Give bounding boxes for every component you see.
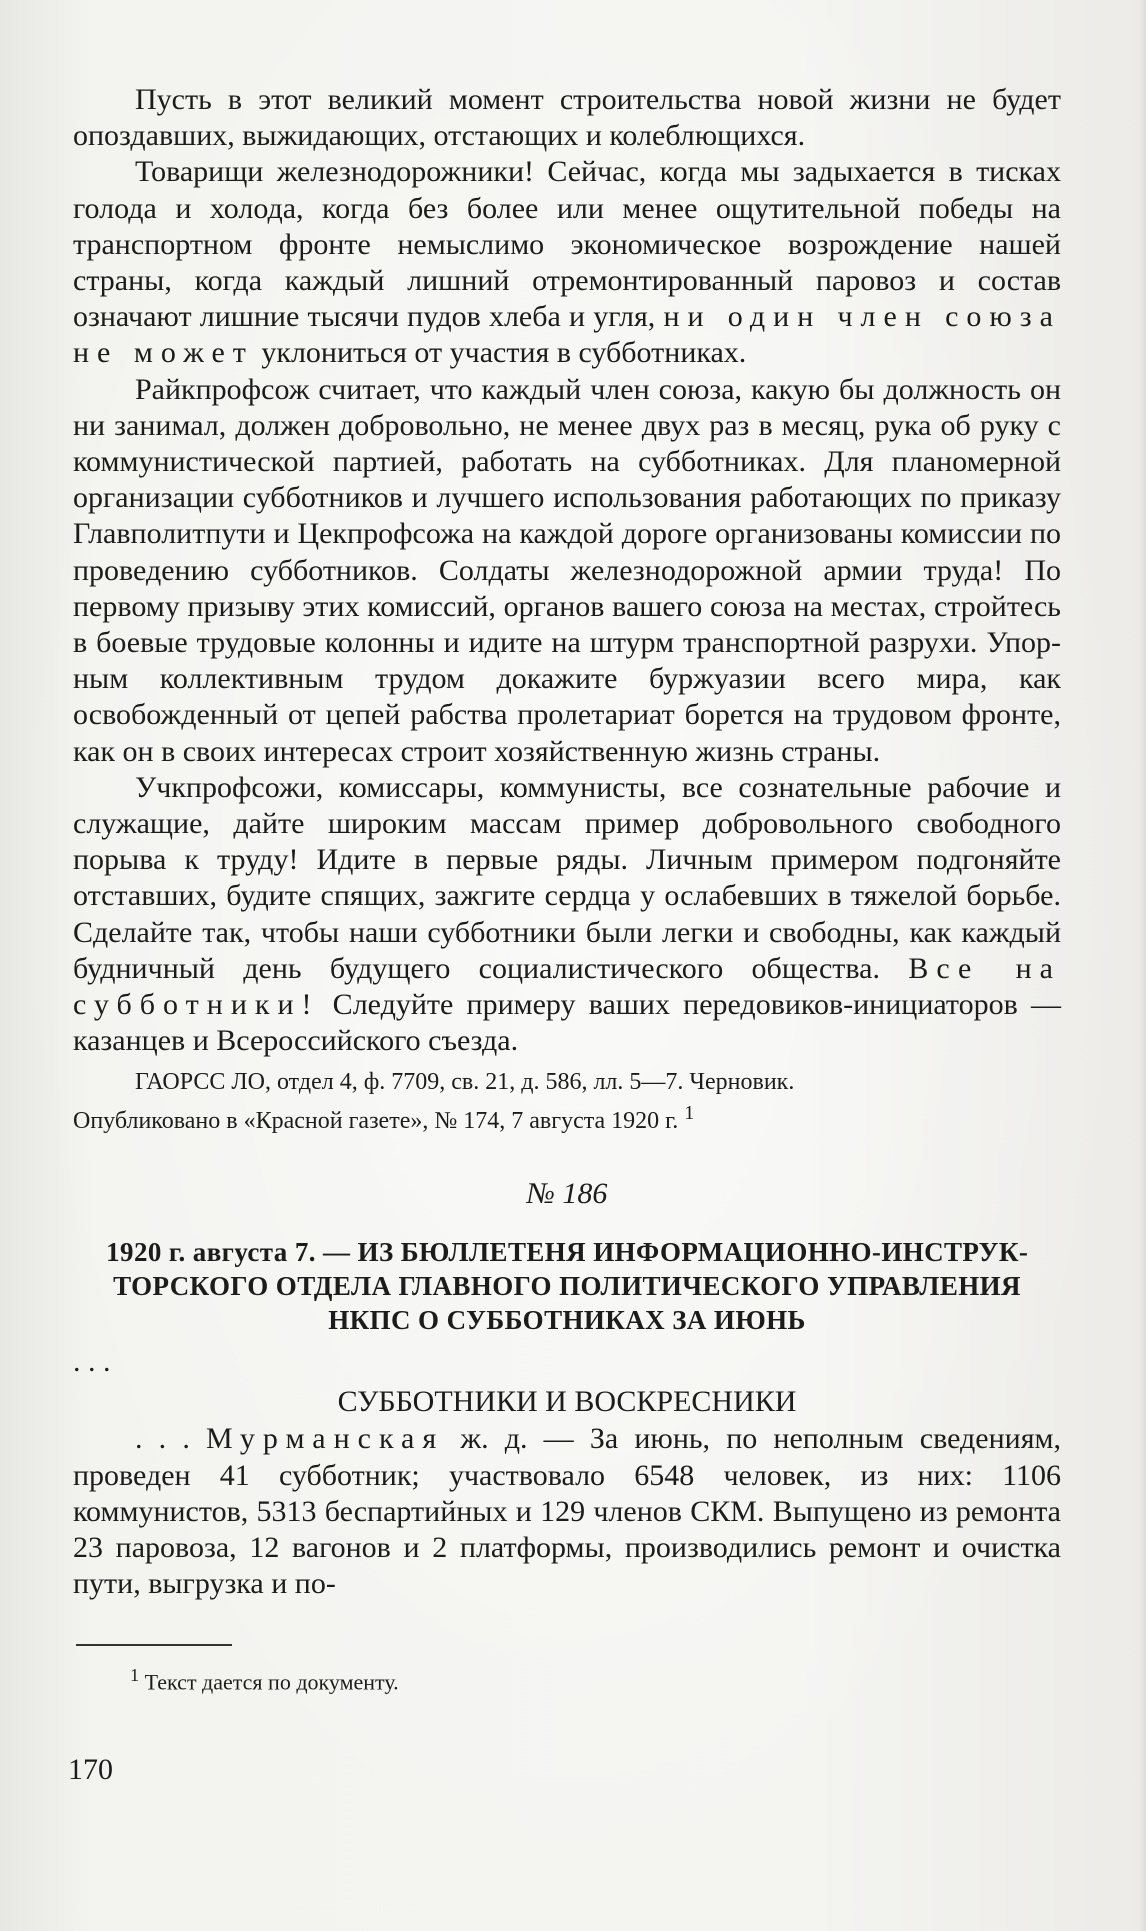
footnote [130,1660,399,1697]
paragraph-2-end: уклониться от участия в субботниках. [253,336,747,370]
paragraph-4-spaced-emphasis: Все на субботники! [73,951,1061,1022]
paragraph-5-spaced-emphasis: Мурманская [206,1422,445,1456]
paragraph-2-start: Товарищи железнодорожники! Сейчас, когда мы задыхается в тисках голода и холода, когда без более или менее ощутительной победы на транспортном фронте немыслимо экономическое возрождение нашей страны, когда каждый лишний отремонтированный паровоз и состав означают лишние тысячи пудов хлеба и угля, [73,155,1061,334]
document-number: № 186 [526,1177,608,1211]
archive-note [73,1067,1061,1137]
document-title-text: — ИЗ БЮЛЛЕТЕНЯ ИНФОРМАЦИОННО-ИНСТРУКТОРСКОГО ОТДЕЛА ГЛАВНОГО ПОЛИТИЧЕСКОГО УПРАВЛЕНИЯ НКПС О СУББОТНИКАХ ЗА ИЮНЬ [113,1237,1028,1336]
paragraph-5-lead: . . . [135,1422,206,1456]
main-text-block [73,82,1061,1603]
paragraph-4-start: Учкпрофсожи, комиссары, коммунисты, все сознательные рабочие и служащие, дайте широким массам пример добровольного свободного порыва к труду! Идите в первые ряды. Личным примером подгоняйте отставших, будите спящих, зажгите сердца у ослабевших в тяжелой борьбе. Сделайте так, чтобы наши субботники были легки и свободны, как каждый будничный день будущего социалистического общества. [73,770,1061,985]
paragraph-5 [73,1421,1061,1602]
paragraph-5-text: ж. д. — За июнь, по неполным сведениям, проведен 41 субботник; участвовало 6548 человек, из них: 1106 коммунистов, 5313 беспартийных и 129 членов СКМ. Выпущено из ремонта 23 паровоза, 12 вагонов и 2 платформы, производились ремонт и очистка пути, выгрузка и по- [73,1422,1061,1601]
document-date: 1920 г. августа 7. [106,1237,316,1268]
paragraph-3: Райкпрофсож считает, что каждый член союза, какую бы должность он ни занимал, должен добровольно, не менее двух раз в месяц, рука об руку с коммунистической партией, работать на субботниках. Для планомерной организации субботников и лучшего использования работающих по приказу Главполитпути и Цекпрофсожа на каждой дороге организованы комиссии по проведению субботников. Солдаты железнодорожной армии труда! По первому призыву этих комиссий, органов вашего союза на местах, стройтесь в боевые трудовые колонны и идите на штурм транспортной разрухи. Упорным коллективным трудом докажите буржуазии всего мира, как освобожденный от цепей рабства пролетариат борется на трудовом фронте, как он в своих интересах строит хозяйственную жизнь страны. [73,372,1061,768]
page-number: 170 [68,1753,113,1786]
archive-reference: ГАОРСС ЛО, отдел 4, ф. 7709, св. 21, д. 586, лл. 5—7. Черновик. [135,1069,795,1096]
paragraph-1: Пусть в этот великий момент строительства новой жизни не будет опоздавших, выжидающих, отстающих и колеблющихся. [73,83,1061,153]
scan-edge-shadow [1138,0,1146,1931]
paragraph-2 [73,154,1061,371]
paragraph-4-end: Следуйте примеру ваших передовиков-инициаторов — казанцев и Всероссийского съезда. [73,988,1061,1058]
footnote-text: Текст дается по документу. [139,1669,399,1695]
footnote-mark: 1 [130,1665,140,1685]
paragraph-2-spaced-emphasis: ни один член союза не может [73,300,1061,370]
paragraph-4 [73,770,1061,1060]
footnote-divider [76,1644,232,1646]
section-title: СУББОТНИКИ И ВОСКРЕСНИКИ [337,1385,797,1419]
omission-ellipsis: . . . [73,1345,111,1379]
publication-reference [73,1098,1061,1137]
document-title [73,1235,1061,1337]
publication-text: Опубликовано в «Красной газете», № 174, 7 августа 1920 г. [73,1108,679,1135]
footnote-reference: 1 [684,1102,695,1125]
